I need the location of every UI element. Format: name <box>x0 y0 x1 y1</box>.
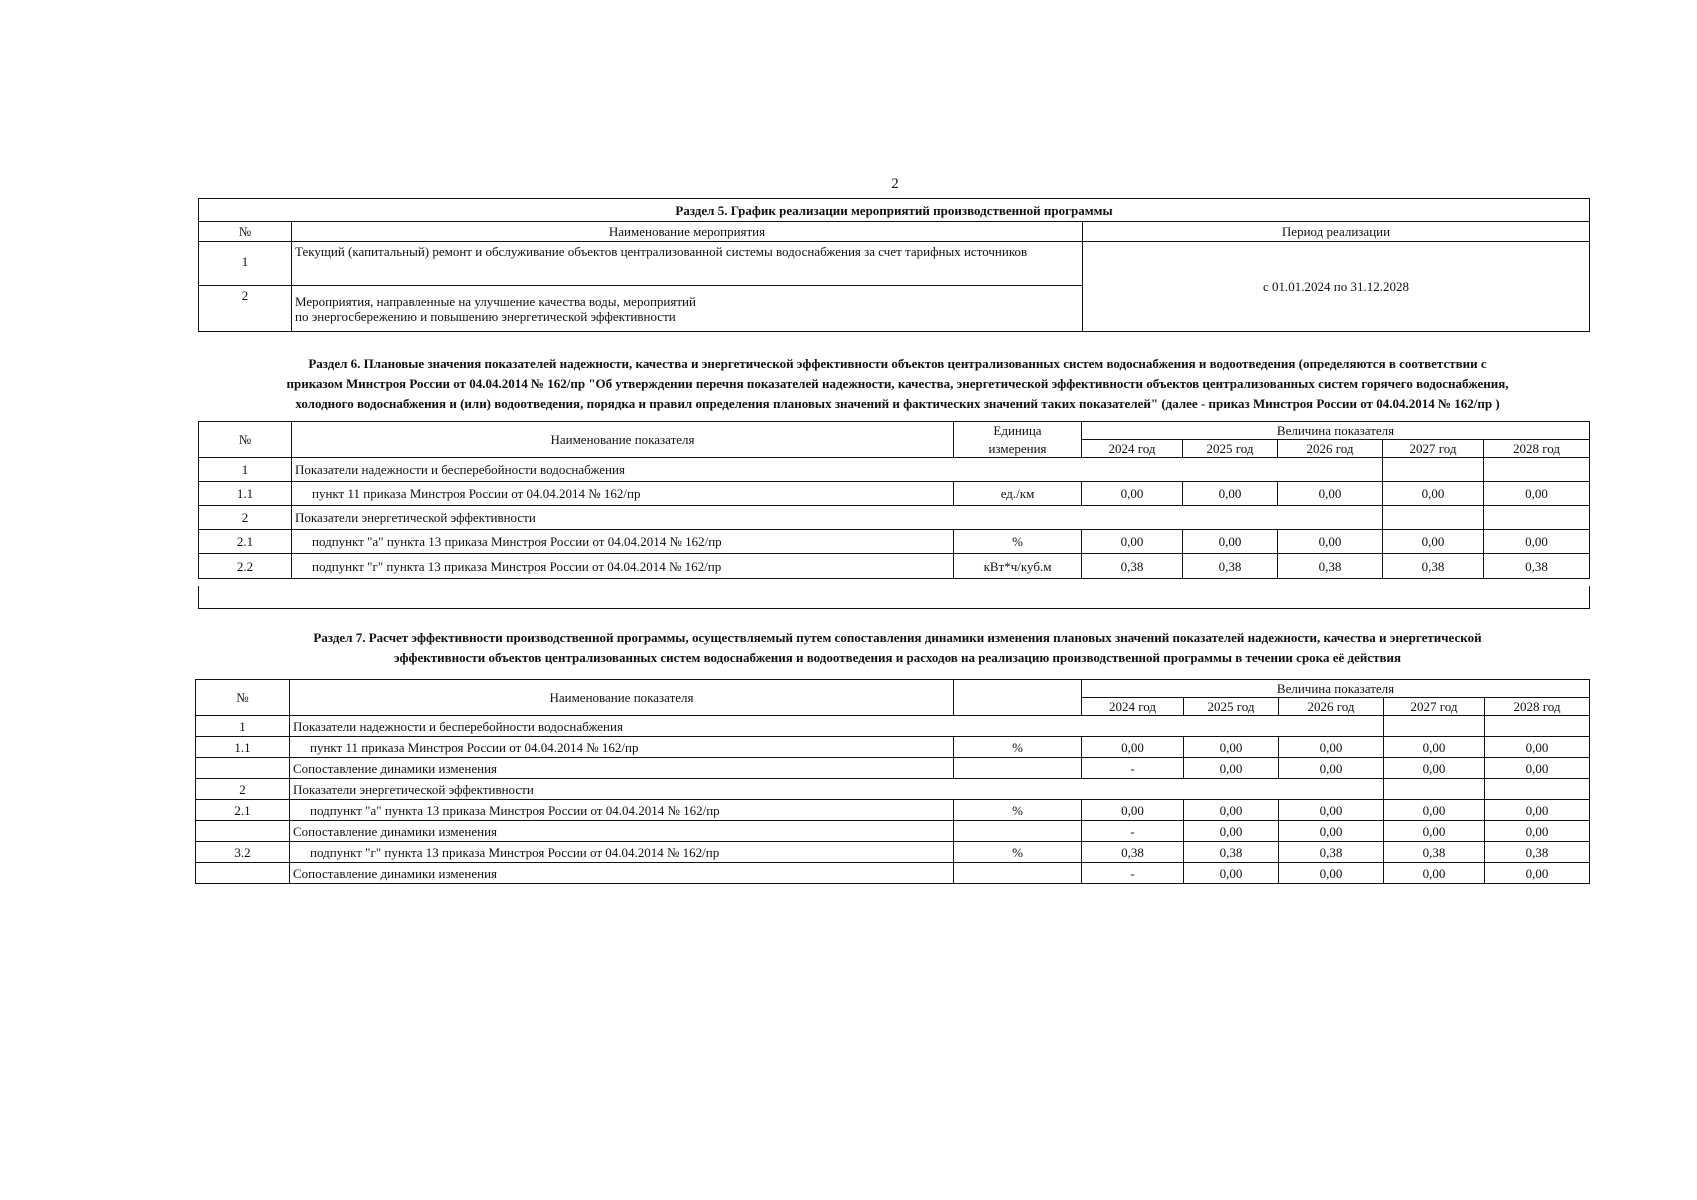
indicator-name: подпункт "а" пункта 13 приказа Минстроя России от 04.04.2014 № 162/пр <box>290 800 954 821</box>
row-no: 2.1 <box>199 530 292 554</box>
header-year: 2027 год <box>1383 440 1484 458</box>
value: 0,00 <box>1183 482 1278 506</box>
table-row <box>199 506 1590 530</box>
activity-name-line: Мероприятия, направленные на улучшение качества воды, мероприятий <box>295 293 696 309</box>
value: 0,00 <box>1484 482 1590 506</box>
table-row <box>196 842 1590 863</box>
table-row <box>196 821 1590 842</box>
value: 0,00 <box>1384 737 1485 758</box>
group-name: Показатели энергетической эффективности <box>292 506 1383 530</box>
value: 0,38 <box>1279 842 1384 863</box>
value: 0,00 <box>1278 530 1383 554</box>
indicator-name: подпункт "а" пункта 13 приказа Минстроя России от 04.04.2014 № 162/пр <box>292 530 954 554</box>
value: 0,00 <box>1279 737 1384 758</box>
row-no: 2 <box>199 286 292 332</box>
row-no: 1.1 <box>199 482 292 506</box>
value: 0,00 <box>1279 821 1384 842</box>
page-number: 2 <box>891 176 899 192</box>
value: 0,00 <box>1082 530 1183 554</box>
spacer-row <box>198 586 1590 609</box>
value: 0,00 <box>1184 821 1279 842</box>
value: - <box>1082 758 1184 779</box>
value: 0,00 <box>1485 863 1590 884</box>
table-row <box>196 800 1590 821</box>
value: 0,38 <box>1184 842 1279 863</box>
value: 0,00 <box>1278 482 1383 506</box>
value: 0,38 <box>1183 554 1278 579</box>
value: 0,00 <box>1384 863 1485 884</box>
header-unit: Единица <box>954 422 1082 440</box>
comparison-name: Сопоставление динамики изменения <box>290 863 954 884</box>
value: 0,00 <box>1184 863 1279 884</box>
table-row <box>196 863 1590 884</box>
section7-title-line: Раздел 7. Расчет эффективности производственной программы, осуществляемый путем сопоставления динамики изменения плановых значений показателей надежности, качества и энергетической <box>313 630 1482 645</box>
section6-title-line: Раздел 6. Плановые значения показателей надежности, качества и энергетической эффективности объектов централизованных систем водоснабжения и водоотведения (определяются в соответствии с <box>308 356 1487 371</box>
header-year: 2027 год <box>1384 698 1485 716</box>
value: 0,38 <box>1383 554 1484 579</box>
table-row <box>196 716 1590 737</box>
value: 0,00 <box>1384 800 1485 821</box>
table-row <box>199 530 1590 554</box>
unit: % <box>954 800 1082 821</box>
section6-title <box>198 348 1597 420</box>
value: - <box>1082 863 1184 884</box>
header-value: Величина показателя <box>1082 422 1590 440</box>
header-activity-name: Наименование мероприятия <box>292 222 1083 242</box>
unit <box>954 821 1082 842</box>
value: 0,38 <box>1278 554 1383 579</box>
value: 0,00 <box>1485 800 1590 821</box>
value: 0,00 <box>1082 482 1183 506</box>
value: 0,00 <box>1384 821 1485 842</box>
unit: кВт*ч/куб.м <box>954 554 1082 579</box>
value: 0,00 <box>1279 800 1384 821</box>
header-year: 2026 год <box>1278 440 1383 458</box>
activity-name <box>292 286 1083 332</box>
row-no <box>196 821 290 842</box>
value: 0,38 <box>1484 554 1590 579</box>
group-name: Показатели надежности и бесперебойности водоснабжения <box>292 458 1383 482</box>
header-unit: измерения <box>954 440 1082 458</box>
header-year: 2024 год <box>1082 698 1184 716</box>
unit: % <box>954 842 1082 863</box>
table-row <box>199 482 1590 506</box>
indicator-name: подпункт "г" пункта 13 приказа Минстроя России от 04.04.2014 № 162/пр <box>290 842 954 863</box>
table-row <box>199 458 1590 482</box>
header-period: Период реализации <box>1083 222 1590 242</box>
activity-name-line: по энергосбережению и повышению энергетической эффективности <box>295 308 676 324</box>
row-no: 1.1 <box>196 737 290 758</box>
unit: % <box>954 737 1082 758</box>
unit <box>954 863 1082 884</box>
header-no: № <box>199 222 292 242</box>
header-unit <box>954 680 1082 716</box>
row-no: 2 <box>196 779 290 800</box>
unit: ед./км <box>954 482 1082 506</box>
header-year: 2028 год <box>1484 440 1590 458</box>
section6-table <box>198 421 1590 579</box>
comparison-name: Сопоставление динамики изменения <box>290 758 954 779</box>
header-no: № <box>199 422 292 458</box>
section7-title <box>198 622 1597 674</box>
row-no: 2 <box>199 506 292 530</box>
header-no: № <box>196 680 290 716</box>
row-no: 1 <box>199 242 292 286</box>
indicator-name: пункт 11 приказа Минстроя России от 04.04.2014 № 162/пр <box>292 482 954 506</box>
group-name: Показатели энергетической эффективности <box>290 779 1384 800</box>
value: 0,38 <box>1384 842 1485 863</box>
row-no: 2.1 <box>196 800 290 821</box>
value: 0,00 <box>1279 758 1384 779</box>
value: - <box>1082 821 1184 842</box>
header-year: 2026 год <box>1279 698 1384 716</box>
value: 0,38 <box>1485 842 1590 863</box>
section7-table <box>195 679 1590 884</box>
value: 0,00 <box>1082 737 1184 758</box>
row-no: 3.2 <box>196 842 290 863</box>
header-value: Величина показателя <box>1082 680 1590 698</box>
value: 0,00 <box>1485 737 1590 758</box>
row-no: 1 <box>199 458 292 482</box>
table-row <box>196 737 1590 758</box>
header-year: 2024 год <box>1082 440 1183 458</box>
value: 0,00 <box>1184 758 1279 779</box>
section5-title: Раздел 5. График реализации мероприятий производственной программы <box>199 199 1590 222</box>
value: 0,00 <box>1183 530 1278 554</box>
table-row <box>196 758 1590 779</box>
table-row <box>196 779 1590 800</box>
period-value: с 01.01.2024 по 31.12.2028 <box>1083 242 1590 332</box>
header-year: 2025 год <box>1183 440 1278 458</box>
group-name: Показатели надежности и бесперебойности водоснабжения <box>290 716 1384 737</box>
value: 0,00 <box>1384 758 1485 779</box>
header-indicator-name: Наименование показателя <box>292 422 954 458</box>
value: 0,00 <box>1485 758 1590 779</box>
table-row <box>199 554 1590 579</box>
value: 0,00 <box>1279 863 1384 884</box>
value: 0,38 <box>1082 842 1184 863</box>
comparison-name: Сопоставление динамики изменения <box>290 821 954 842</box>
section6-title-line: холодного водоснабжения и (или) водоотведения, порядка и правил определения плановых значений и фактических значений таких показателей" (далее - приказ Минстроя России от 04.04.2014 № 162/пр ) <box>295 396 1500 411</box>
value: 0,00 <box>1485 821 1590 842</box>
section7-title-line: эффективности объектов централизованных систем водоснабжения и водоотведения и расходов на реализацию производственной программы в течении срока её действия <box>393 650 1402 665</box>
header-indicator-name: Наименование показателя <box>290 680 954 716</box>
row-no <box>196 863 290 884</box>
unit <box>954 758 1082 779</box>
activity-name: Текущий (капитальный) ремонт и обслуживание объектов централизованной системы водоснабжения за счет тарифных источников <box>292 242 1083 286</box>
row-no: 1 <box>196 716 290 737</box>
row-no: 2.2 <box>199 554 292 579</box>
header-year: 2028 год <box>1485 698 1590 716</box>
value: 0,00 <box>1184 737 1279 758</box>
section5-table <box>198 198 1590 332</box>
value: 0,38 <box>1082 554 1183 579</box>
unit: % <box>954 530 1082 554</box>
value: 0,00 <box>1383 482 1484 506</box>
value: 0,00 <box>1383 530 1484 554</box>
indicator-name: подпункт "г" пункта 13 приказа Минстроя России от 04.04.2014 № 162/пр <box>292 554 954 579</box>
header-year: 2025 год <box>1184 698 1279 716</box>
indicator-name: пункт 11 приказа Минстроя России от 04.04.2014 № 162/пр <box>290 737 954 758</box>
value: 0,00 <box>1484 530 1590 554</box>
section6-title-line: приказом Минстроя России от 04.04.2014 № 162/пр "Об утверждении перечня показателей надежности, качества, энергетической эффективности объектов централизованных систем горячего водоснабжения, <box>286 376 1509 391</box>
row-no <box>196 758 290 779</box>
value: 0,00 <box>1184 800 1279 821</box>
value: 0,00 <box>1082 800 1184 821</box>
